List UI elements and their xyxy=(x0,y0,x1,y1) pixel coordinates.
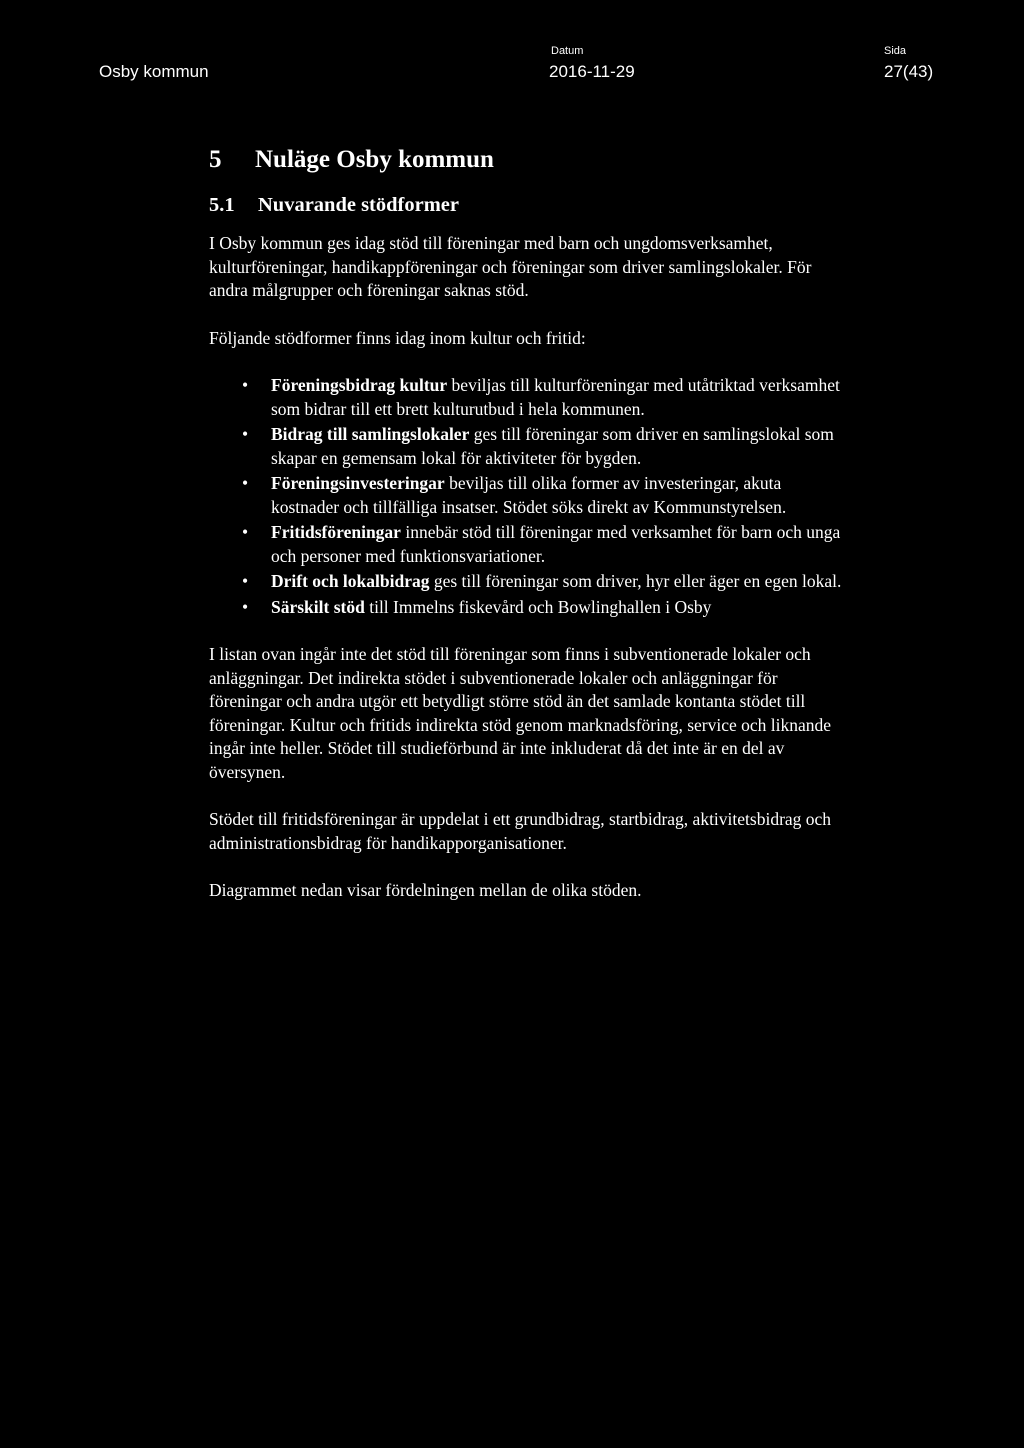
list-item-term: Föreningsinvesteringar xyxy=(271,473,445,493)
organization-name: Osby kommun xyxy=(99,62,209,81)
list-item-text: beviljas till kulturföreningar med utåtriktad verksamhet som bidrar till ett brett kulturutbud i hela kommunen. xyxy=(271,375,840,419)
section-title: Nuläge Osby kommun xyxy=(255,146,494,173)
list-item-term: Särskilt stöd xyxy=(271,596,365,617)
date-value: 2016-11-29 xyxy=(549,62,635,81)
list-item-text: till Immelns fiskevård och Bowlinghallen i Osby xyxy=(364,596,712,617)
subsection-number: 5.1 xyxy=(209,194,235,216)
section-heading xyxy=(209,142,849,178)
bullet-icon: • xyxy=(242,522,249,542)
list-item-text: beviljas till olika former av investeringar, akuta kostnader och tillfälliga insatser. Stödet söks direkt av Kommunstyrelsen. xyxy=(271,473,787,517)
list-item xyxy=(209,596,849,620)
bullet-icon: • xyxy=(242,571,249,591)
subsection-heading xyxy=(209,190,849,220)
bullet-icon: • xyxy=(242,424,249,444)
date-label: Datum xyxy=(551,45,584,57)
list-item xyxy=(209,472,849,519)
list-item-term: Drift och lokalbidrag xyxy=(271,571,430,591)
intro-paragraph: I Osby kommun ges idag stöd till föreningar med barn och ungdomsverksamhet, kulturföreningar, handikappföreningar och föreningar som driver samlingslokaler. För andra målgrupper och föreningar saknas stöd. xyxy=(209,233,812,300)
list-item-text: ges till föreningar som driver, hyr eller äger en egen lokal. xyxy=(429,571,842,591)
list-item-term: Föreningsbidrag kultur xyxy=(271,375,448,395)
list-item-text: innebär stöd till föreningar med verksamhet för barn och unga och personer med funktionsvariationer. xyxy=(271,522,841,566)
support-forms-list xyxy=(209,374,849,619)
list-item-text: ges till föreningar som driver en samlingslokal som skapar en gemensam lokal för aktiviteter för bygden. xyxy=(271,424,834,468)
bullet-icon: • xyxy=(242,375,249,395)
indirect-support-paragraph: I listan ovan ingår inte det stöd till föreningar som finns i subventionerade lokaler och anläggningar. Det indirekta stödet i subventionerade lokaler och anläggningar för föreningar och andra utgör ett betydligt större stöd än det samlade kontanta stödet till föreningar. Kultur och fritids indirekta stöd genom marknadsföring, service och liknande ingår inte heller. Stödet till studieförbund är inte inkluderat då det inte är en del av översynen. xyxy=(209,644,832,782)
page-number: 27(43) xyxy=(884,62,934,81)
list-item xyxy=(209,521,849,568)
list-item-term: Bidrag till samlingslokaler xyxy=(271,424,470,444)
list-intro-paragraph: Följande stödformer finns idag inom kultur och fritid: xyxy=(209,327,586,348)
list-item-term: Fritidsföreningar xyxy=(271,522,401,542)
bullet-icon: • xyxy=(242,473,249,493)
list-item xyxy=(209,570,849,594)
diagram-intro-paragraph: Diagrammet nedan visar fördelningen mellan de olika stöden. xyxy=(209,880,642,900)
section-number: 5 xyxy=(209,146,222,173)
list-item xyxy=(209,423,849,470)
document-body xyxy=(209,142,849,903)
subsection-title: Nuvarande stödformer xyxy=(258,194,459,216)
page-label: Sida xyxy=(884,45,907,57)
bullet-icon: • xyxy=(242,596,249,617)
leisure-support-paragraph: Stödet till fritidsföreningar är uppdelat i ett grundbidrag, startbidrag, aktivitetsbidrag och administrationsbidrag för handikapporganisationer. xyxy=(209,809,832,853)
list-item xyxy=(209,374,849,421)
